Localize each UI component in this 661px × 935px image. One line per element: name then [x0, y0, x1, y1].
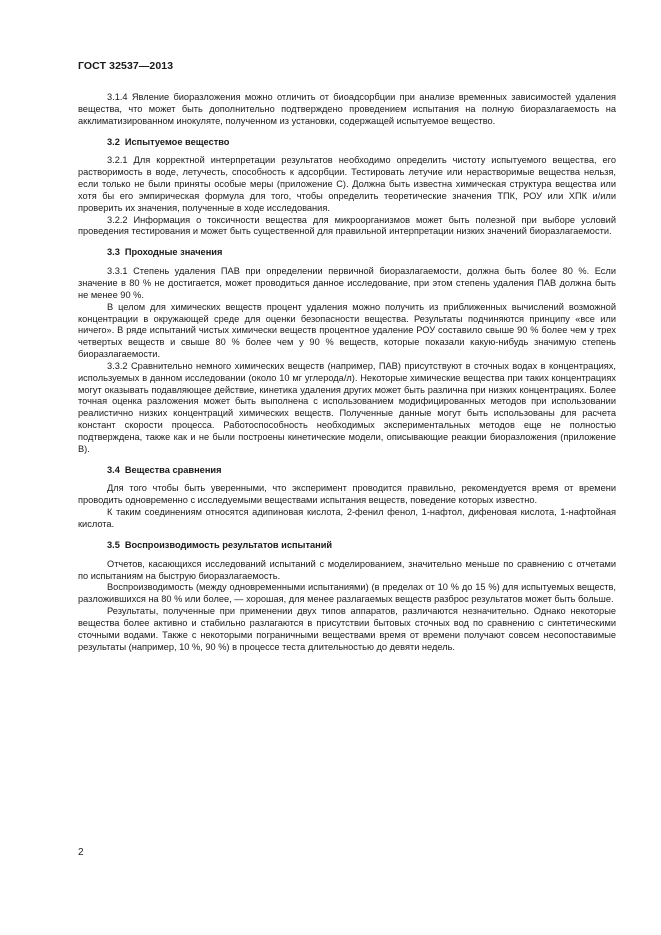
paragraph-3-2-2: 3.2.2 Информация о токсичности вещества для микроорганизмов может быть полезной при выборе условий проведения тестирования и может быть существенной для правильной интерпретации низких значений биоразлагаемости.: [78, 214, 616, 237]
section-title: Вещества сравнения: [124, 464, 222, 475]
paragraph-3-5-1: Отчетов, касающихся исследований испытаний с моделированием, значительно меньше по сравнению с отчетами по испытаниям на быструю биоразлагаемость.: [78, 558, 616, 581]
section-heading-3-3: [78, 247, 616, 259]
paragraph-3-3-2: 3.3.2 Сравнительно немного химических веществ (например, ПАВ) присутствуют в сточных водах в концентрациях, используемых в данном исследовании (около 10 мг углерода/л). Некоторые химические вещества при таких концентрациях могут оказывать подавляющее действие, кинетика удаления других может быть различна при низких концентрациях. Более точная оценка разложения может быть выполнена с использованием модифицированных методов при использовании реалистично низких концентраций химических веществ. Полученные данные могут быть использованы для расчета констант скорости процесса. Работоспособность необходимых экспериментальных методов еще не полностью подтверждена, также как и не были построены кинетические модели, описывающие реакции биоразложения (приложение В).: [78, 360, 616, 454]
section-number: 3.5: [107, 539, 120, 550]
section-heading-3-5: [78, 540, 616, 552]
section-heading-3-2: [78, 137, 616, 149]
paragraph-3-4-2: К таким соединениям относятся адипиновая кислота, 2-фенил фенол, 1-нафтол, дифеновая кислота, 1-нафтойная кислота.: [78, 507, 616, 529]
paragraph-3-1-4: 3.1.4 Явление биоразложения можно отличить от биоадсорбции при анализе временных зависимостей удаления вещества, что может быть дополнительно подтверждено проведением испытания на полную биоразлагаемость на акклиматизированном инокуляте, полученном из установки, содержащей испытуемое вещество.: [78, 92, 616, 126]
paragraph-3-3-1-continued: В целом для химических веществ процент удаления можно получить из приближенных вычислений возможной концентрации в окружающей среде для оценки безопасности вещества. Результаты подчиняются принципу «все или ничего». В ряде испытаний чистых химически веществ процентное удаление РОУ составило свыше 90 % более чем у трех четвертых веществ и свыше 80 % более чем у 90 % веществ, которые показали какую-нибудь значимую степень биоразлагаемости.: [78, 301, 616, 360]
standard-header: ГОСТ 32537—2013: [78, 60, 174, 72]
document-body: [78, 92, 616, 653]
section-number: 3.3: [107, 247, 120, 258]
page-number: 2: [78, 847, 84, 858]
section-title: Испытуемое вещество: [124, 136, 230, 147]
section-title: Проходные значения: [124, 247, 223, 258]
section-number: 3.2: [107, 136, 120, 147]
paragraph-3-4-1: Для того чтобы быть уверенными, что эксперимент проводится правильно, рекомендуется время от времени проводить одновременно с исследуемыми веществами испытания веществ, поведение которых известно.: [78, 483, 616, 506]
paragraph-3-3-1: 3.3.1 Степень удаления ПАВ при определении первичной биоразлагаемости, должна быть более 80 %. Если значение в 80 % не достигается, может проводиться данное исследование, при этом степень удаления ПАВ должна быть не менее 90 %.: [78, 266, 616, 300]
section-number: 3.4: [107, 464, 120, 475]
section-title: Воспроизводимость результатов испытаний: [124, 539, 333, 550]
paragraph-3-2-1: 3.2.1 Для корректной интерпретации результатов необходимо определить чистоту испытуемого вещества, его растворимость в воде, летучесть, способность к адсорбции. Тестировать летучие или нерастворимые вещества нельзя, если только не были приняты особые меры (приложение С). Должна быть известна химическая структура вещества или хотя бы его эмпирическая формула для того, чтобы определить теоретические значения ТПК, РОУ или ХПК и/или проверить их значения, полученные в ходе исследования.: [78, 155, 616, 213]
section-heading-3-4: [78, 465, 616, 477]
paragraph-3-5-2: Воспроизводимость (между одновременными испытаниями) (в пределах от 10 % до 15 %) для испытуемых веществ, разложившихся на 80 % или более, — хорошая, для менее разлагаемых веществ разброс результатов может быть больше.: [78, 582, 616, 605]
paragraph-3-5-3: Результаты, полученные при применении двух типов аппаратов, различаются незначительно. Однако некоторые вещества более активно и стабильно разлагаются в присутствии бытовых сточных вод по сравнению с синтетическими сточными водами. Также с некоторыми пограничными веществами время от времени получают совсем несопоставимые результаты (например, 10 %, 90 %) в процессе теста длительностью до девяти недель.: [78, 606, 616, 652]
